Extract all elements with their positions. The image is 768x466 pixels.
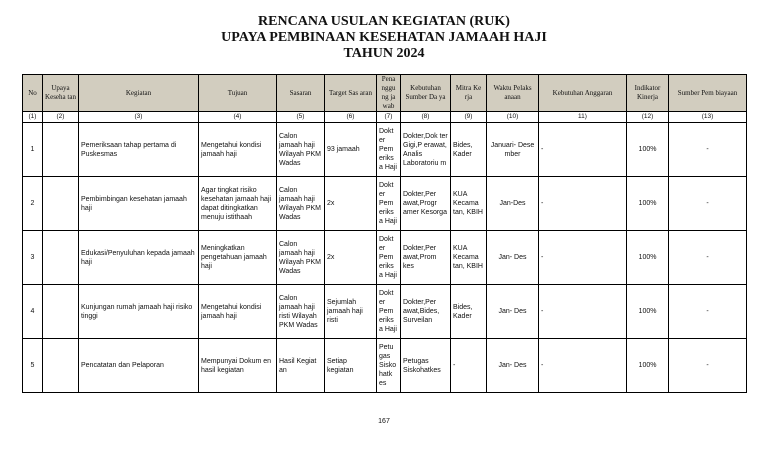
column-number: (10) <box>487 112 539 123</box>
kegiatan-cell: Kunjungan rumah jamaah haji risiko tinggi <box>79 285 199 339</box>
tujuan-cell: Meningkatkan pengetahuan jamaah haji <box>199 231 277 285</box>
anggaran-cell: - <box>539 231 627 285</box>
table-row <box>23 123 747 177</box>
title-line-1: RENCANA USULAN KEGIATAN (RUK) <box>258 14 510 29</box>
column-number: 11) <box>539 112 627 123</box>
table-row <box>23 285 747 339</box>
penanggung-jawab-cell: Petu gas Sisko hatk es <box>377 339 401 393</box>
header-cell: Sumber Pem biayaan <box>669 75 747 112</box>
pembiayaan-cell: - <box>669 123 747 177</box>
anggaran-cell: - <box>539 285 627 339</box>
tujuan-cell: Mempunyai Dokum en hasil kegiatan <box>199 339 277 393</box>
column-number: (2) <box>43 112 79 123</box>
target-cell: 2x <box>325 177 377 231</box>
upaya-cell <box>43 339 79 393</box>
indikator-cell: 100% <box>627 177 669 231</box>
anggaran-cell: - <box>539 177 627 231</box>
title-line-3: TAHUN 2024 <box>343 46 425 61</box>
row-number: 4 <box>23 285 43 339</box>
waktu-cell: Jan- Des <box>487 339 539 393</box>
pembiayaan-cell: - <box>669 339 747 393</box>
target-cell: Setiap kegiatan <box>325 339 377 393</box>
column-number: (5) <box>277 112 325 123</box>
column-number: (7) <box>377 112 401 123</box>
mitra-cell: Bides, Kader <box>451 123 487 177</box>
pembiayaan-cell: - <box>669 285 747 339</box>
header-cell: Kegiatan <box>79 75 199 112</box>
column-number-row <box>23 112 747 123</box>
header-cell: Waktu Pelaks anaan <box>487 75 539 112</box>
table-row <box>23 231 747 285</box>
table-row <box>23 177 747 231</box>
header-cell: Tujuan <box>199 75 277 112</box>
column-number: (3) <box>79 112 199 123</box>
header-cell: Target Sas aran <box>325 75 377 112</box>
column-number: (9) <box>451 112 487 123</box>
mitra-cell: KUA Kecama tan, KBIH <box>451 231 487 285</box>
mitra-cell: Bides, Kader <box>451 285 487 339</box>
penanggung-jawab-cell: Dokt er Pem eriks a Haji <box>377 231 401 285</box>
pembiayaan-cell: - <box>669 177 747 231</box>
table-row <box>23 339 747 393</box>
target-cell: 2x <box>325 231 377 285</box>
mitra-cell: - <box>451 339 487 393</box>
column-number: (6) <box>325 112 377 123</box>
header-cell: Upaya Keseha tan <box>43 75 79 112</box>
pembiayaan-cell: - <box>669 231 747 285</box>
anggaran-cell: - <box>539 339 627 393</box>
tujuan-cell: Mengetahui kondisi jamaah haji <box>199 123 277 177</box>
kegiatan-cell: Pencatatan dan Pelaporan <box>79 339 199 393</box>
column-number: (12) <box>627 112 669 123</box>
header-cell: Kebutuhan Anggaran <box>539 75 627 112</box>
page-number: 167 <box>378 418 390 425</box>
upaya-cell <box>43 177 79 231</box>
tujuan-cell: Mengetahui kondisi jamaah haji <box>199 285 277 339</box>
header-row <box>23 75 747 112</box>
anggaran-cell: - <box>539 123 627 177</box>
title-line-2: UPAYA PEMBINAAN KESEHATAN JAMAAH HAJI <box>221 30 547 45</box>
header-cell: No <box>23 75 43 112</box>
waktu-cell: Jan- Des <box>487 231 539 285</box>
sasaran-cell: Calon jamaah haji Wilayah PKM Wadas <box>277 123 325 177</box>
header-cell: Mitra Ke rja <box>451 75 487 112</box>
sasaran-cell: Calon jamaah haji Wilayah PKM Wadas <box>277 177 325 231</box>
mitra-cell: KUA Kecama tan, KBIH <box>451 177 487 231</box>
row-number: 3 <box>23 231 43 285</box>
waktu-cell: Januari- Dese mber <box>487 123 539 177</box>
tujuan-cell: Agar tingkat risiko kesehatan jamaah haji dapat ditingkatkan menuju istithaah <box>199 177 277 231</box>
penanggung-jawab-cell: Dokt er Pem eriks a Haji <box>377 123 401 177</box>
target-cell: Sejumlah jamaah haji risti <box>325 285 377 339</box>
header-cell: Kebutuhan Sumber Da ya <box>401 75 451 112</box>
column-number: (4) <box>199 112 277 123</box>
kegiatan-cell: Edukasi/Penyuluhan kepada jamaah haji <box>79 231 199 285</box>
sumber-daya-cell: Dokter,Per awat,Prom kes <box>401 231 451 285</box>
sumber-daya-cell: Dokter,Dok ter Gigi,P erawat, Analis Laboratoriu m <box>401 123 451 177</box>
indikator-cell: 100% <box>627 231 669 285</box>
row-number: 5 <box>23 339 43 393</box>
sumber-daya-cell: Dokter,Per awat,Progr amer Kesorga <box>401 177 451 231</box>
indikator-cell: 100% <box>627 285 669 339</box>
indikator-cell: 100% <box>627 339 669 393</box>
row-number: 2 <box>23 177 43 231</box>
sasaran-cell: Calon jamaah haji risti Wilayah PKM Wadas <box>277 285 325 339</box>
column-number: (1) <box>23 112 43 123</box>
indikator-cell: 100% <box>627 123 669 177</box>
penanggung-jawab-cell: Dokt er Pem eriks a Haji <box>377 177 401 231</box>
sumber-daya-cell: Dokter,Per awat,Bides, Surveilan <box>401 285 451 339</box>
kegiatan-cell: Pembimbingan kesehatan jamaah haji <box>79 177 199 231</box>
upaya-cell <box>43 123 79 177</box>
sasaran-cell: Calon jamaah haji Wilayah PKM Wadas <box>277 231 325 285</box>
row-number: 1 <box>23 123 43 177</box>
target-cell: 93 jamaah <box>325 123 377 177</box>
column-number: (8) <box>401 112 451 123</box>
sumber-daya-cell: Petugas Siskohatkes <box>401 339 451 393</box>
kegiatan-cell: Pemeriksaan tahap pertama di Puskesmas <box>79 123 199 177</box>
penanggung-jawab-cell: Dokt er Pem eriks a Haji <box>377 285 401 339</box>
column-number: (13) <box>669 112 747 123</box>
sasaran-cell: Hasil Kegiat an <box>277 339 325 393</box>
header-cell: Sasaran <box>277 75 325 112</box>
ruk-table <box>22 74 747 393</box>
document-title <box>0 14 768 62</box>
header-cell: Indikator Kinerja <box>627 75 669 112</box>
waktu-cell: Jan-Des <box>487 177 539 231</box>
upaya-cell <box>43 231 79 285</box>
waktu-cell: Jan- Des <box>487 285 539 339</box>
header-cell: Pena nggu ng ja wab <box>377 75 401 112</box>
upaya-cell <box>43 285 79 339</box>
